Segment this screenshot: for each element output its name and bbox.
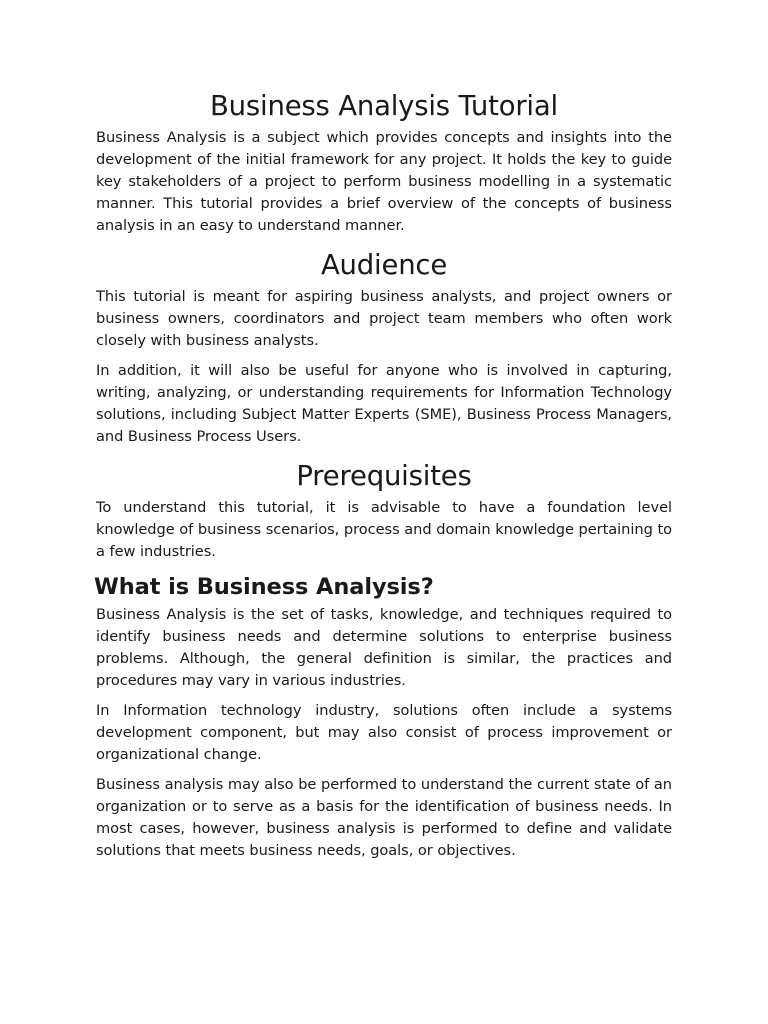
definition-paragraph-2: In Information technology industry, solutions often include a systems development component, but may also consist of process improvement or organizational change. bbox=[96, 702, 672, 763]
definition-paragraph-3: Business analysis may also be performed to understand the current state of an organization or to serve as a basis for the identification of business needs. In most cases, however, business analysis is performed to define and validate solutions that meets business needs, goals, or objectives. bbox=[96, 776, 672, 859]
audience-paragraph-2: In addition, it will also be useful for anyone who is involved in capturing, writing, analyzing, or understanding requirements for Information Technology solutions, including Subject Matter Experts (SME), Business Process Managers, and Business Process Users. bbox=[96, 362, 672, 445]
audience-paragraph-1: This tutorial is meant for aspiring business analysts, and project owners or business owners, coordinators and project team members who often work closely with business analysts. bbox=[96, 288, 672, 349]
document-title: Business Analysis Tutorial bbox=[210, 90, 558, 122]
what-is-business-analysis-heading: What is Business Analysis? bbox=[94, 574, 434, 600]
document-page bbox=[96, 86, 672, 862]
prerequisites-heading: Prerequisites bbox=[296, 460, 472, 492]
audience-heading: Audience bbox=[320, 249, 448, 281]
prerequisites-paragraph: To understand this tutorial, it is advisable to have a foundation level knowledge of business scenarios, process and domain knowledge pertaining to a few industries. bbox=[96, 499, 672, 560]
intro-paragraph: Business Analysis is a subject which provides concepts and insights into the development of the initial framework for any project. It holds the key to guide key stakeholders of a project to perform business modelling in a systematic manner. This tutorial provides a brief overview of the concepts of business analysis in an easy to understand manner. bbox=[96, 129, 672, 234]
definition-paragraph-1: Business Analysis is the set of tasks, knowledge, and techniques required to identify business needs and determine solutions to enterprise business problems. Although, the general definition is similar, the practices and procedures may vary in various industries. bbox=[96, 606, 672, 689]
